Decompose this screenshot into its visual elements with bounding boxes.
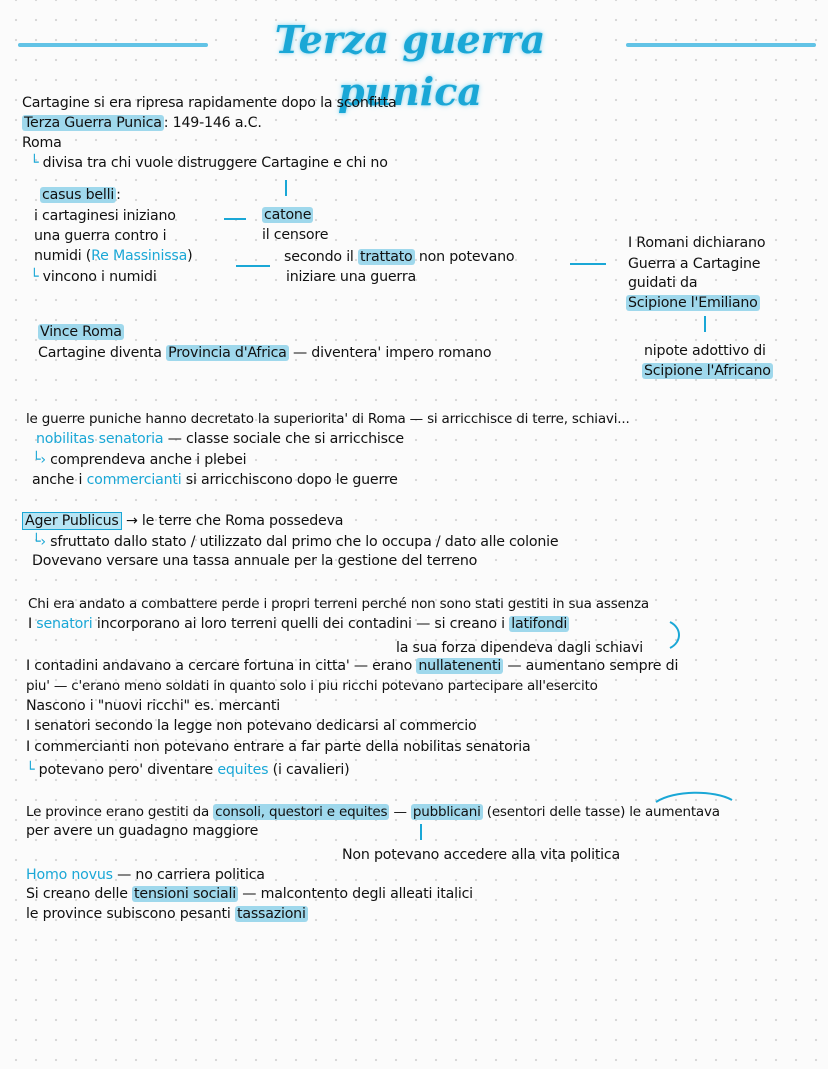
title-rule-right — [626, 43, 816, 47]
boxed-term: Ager Publicus — [22, 512, 122, 530]
note-line: Chi era andato a combattere perde i propri terreni perché non sono stati gestiti in sua assenza — [28, 596, 649, 612]
note-line: per avere un guadagno maggiore — [26, 823, 259, 839]
highlight-term: Vince Roma — [40, 324, 122, 340]
note-line: guidati da — [628, 275, 698, 291]
highlight-term: catone — [264, 207, 312, 223]
note-line — [38, 323, 124, 341]
blue-term: nobilitas senatoria — [36, 431, 164, 447]
note-line: le guerre puniche hanno decretato la superiorita' di Roma — si arricchisce di terre, schiavi... — [26, 411, 630, 427]
bracket-curve — [654, 790, 734, 804]
connector-line — [285, 180, 287, 196]
note-line: I senatori incorporano ai loro terreni quelli dei contadini — si creano i latifondi — [28, 616, 568, 632]
note-line: Si creano delle tensioni sociali — malcontento degli alleati italici — [26, 886, 473, 902]
note-line: le province subiscono pesanti tassazioni — [26, 906, 306, 922]
note-line: └ vincono i numidi — [30, 269, 157, 285]
note-line: una guerra contro i — [34, 228, 167, 244]
note-line: piu' — c'erano meno soldati in quanto solo i piu ricchi potevano partecipare all'esercito — [26, 678, 598, 694]
note-line: └› comprendeva anche i plebei — [32, 452, 247, 468]
note-line: Cartagine si era ripresa rapidamente dopo la sconfitta — [22, 95, 397, 111]
note-line — [262, 206, 313, 224]
highlight-term: casus belli — [42, 187, 115, 203]
blue-term: Homo novus — [26, 867, 113, 883]
note-line: Terza Guerra Punica : 149-146 a.C. — [24, 115, 262, 131]
connector-line — [420, 824, 422, 840]
bracket-curve — [668, 620, 688, 650]
corner-arrow-icon: └› — [32, 452, 51, 468]
note-line — [626, 294, 760, 312]
note-line: Non potevano accedere alla vita politica — [342, 847, 621, 863]
blue-term: equites — [217, 762, 269, 778]
note-line: └ divisa tra chi vuole distruggere Cartagine e chi no — [30, 155, 388, 171]
note-line: il censore — [262, 227, 329, 243]
corner-arrow-icon: └ — [30, 269, 43, 285]
blue-term: Re Massinissa — [91, 248, 188, 264]
note-line: i cartaginesi iniziano — [34, 208, 176, 224]
page-title: Terza guerra punica — [274, 17, 546, 114]
connector-line — [236, 265, 270, 267]
connector-line — [224, 218, 246, 220]
note-line: secondo il trattato non potevano — [284, 249, 515, 265]
highlight-term: Terza Guerra Punica — [24, 115, 162, 131]
blue-term: commercianti — [86, 472, 182, 488]
note-line: Nascono i "nuovi ricchi" es. mercanti — [26, 698, 280, 714]
note-line: Ager Publicus → le terre che Roma possedeva — [22, 512, 343, 530]
note-line: nobilitas senatoria — classe sociale che si arricchisce — [36, 431, 404, 447]
note-line: Guerra a Cartagine — [628, 256, 761, 272]
note-line: Cartagine diventa Provincia d'Africa — diventera' impero romano — [38, 345, 492, 361]
highlight-term: Provincia d'Africa — [168, 345, 287, 361]
note-line: iniziare una guerra — [286, 269, 416, 285]
highlight-term: tassazioni — [236, 906, 306, 922]
note-line: Roma — [22, 135, 62, 151]
title-rule-left — [18, 43, 208, 47]
note-line: casus belli : — [42, 187, 121, 203]
note-line: I contadini andavano a cercare fortuna in citta' — erano nullatenenti — aumentano sempre di — [26, 658, 679, 674]
note-line: └› sfruttato dallo stato / utilizzato dal primo che lo occupa / dato alle colonie — [32, 534, 559, 550]
note-line: Le province erano gestiti da consoli, questori e equites — pubblicani (esentori delle tasse) le aumentava — [26, 804, 720, 820]
corner-arrow-icon: └ — [30, 155, 43, 171]
note-line: numidi (Re Massinissa) — [34, 248, 193, 264]
note-line: anche i commercianti si arricchiscono dopo le guerre — [32, 472, 398, 488]
corner-arrow-icon: └ — [26, 762, 39, 778]
highlight-term: Scipione l'Africano — [644, 363, 771, 379]
note-line: I commercianti non potevano entrare a far parte della nobilitas senatoria — [26, 739, 531, 755]
note-line: la sua forza dipendeva dagli schiavi — [396, 640, 643, 656]
connector-line — [570, 263, 606, 265]
highlight-term: tensioni sociali — [134, 886, 236, 902]
connector-line — [704, 316, 706, 332]
note-line: I Romani dichiarano — [628, 235, 766, 251]
highlight-term: nullatenenti — [418, 658, 502, 674]
note-line — [642, 362, 773, 380]
corner-arrow-icon: └› — [32, 534, 51, 550]
highlight-term: consoli, questori e equites — [215, 804, 388, 820]
highlight-term: trattato — [359, 249, 413, 265]
note-line: Homo novus — no carriera politica — [26, 867, 265, 883]
highlight-term: pubblicani — [412, 804, 481, 820]
highlight-term: latifondi — [511, 616, 568, 632]
note-line: I senatori secondo la legge non potevano dedicarsi al commercio — [26, 718, 477, 734]
highlight-term: Scipione l'Emiliano — [628, 295, 758, 311]
blue-term: senatori — [36, 616, 93, 632]
note-line: Dovevano versare una tassa annuale per la gestione del terreno — [32, 553, 478, 569]
note-line: └ potevano pero' diventare equites (i cavalieri) — [26, 762, 350, 778]
note-line: nipote adottivo di — [644, 343, 766, 359]
